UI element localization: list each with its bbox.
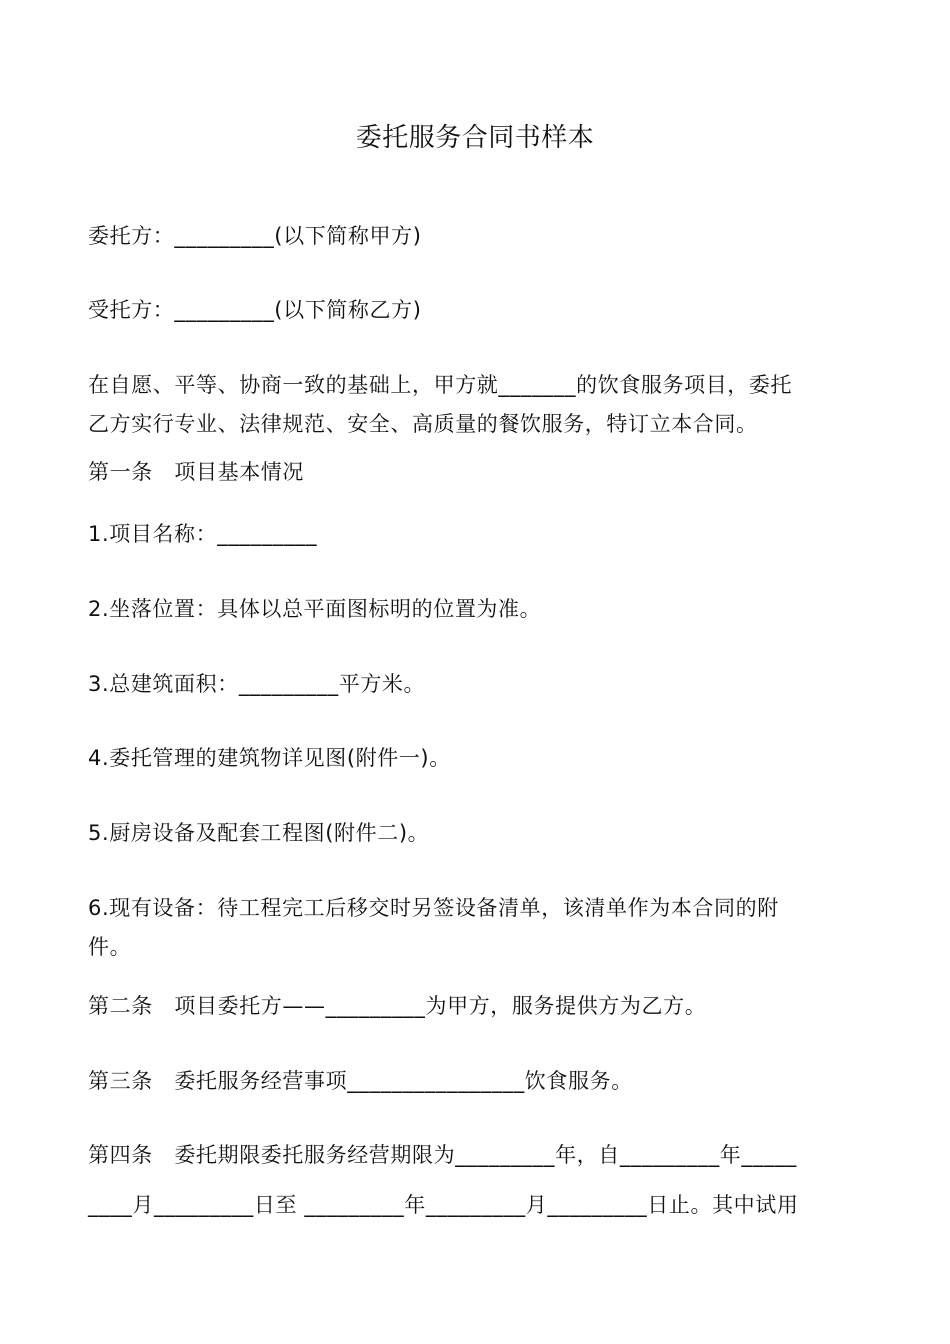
- preamble-line-2: 乙方实行专业、法律规范、安全、高质量的餐饮服务，特订立本合同。: [88, 412, 758, 436]
- item-existing-equipment-line-2: 件。: [88, 935, 132, 959]
- article-1-heading: 第一条 项目基本情况: [88, 460, 304, 484]
- item-project-name: 1.项目名称：_________: [88, 522, 318, 546]
- preamble-line-1: 在自愿、平等、协商一致的基础上，甲方就_______的饮食服务项目，委托: [88, 373, 793, 397]
- item-existing-equipment-line-1: 6.现有设备：待工程完工后移交时另签设备清单，该清单作为本合同的附: [88, 896, 779, 920]
- article-2: 第二条 项目委托方——_________为甲方，服务提供方为乙方。: [88, 994, 707, 1018]
- contractor-party-line: 受托方：_________(以下简称乙方): [88, 298, 422, 322]
- client-party-line: 委托方：_________(以下简称甲方): [88, 224, 422, 248]
- article-4-line-2: ____月_________日至 _________年_________月_________日止。其中试用: [88, 1193, 799, 1217]
- item-total-area: 3.总建筑面积：_________平方米。: [88, 672, 426, 696]
- article-3: 第三条 委托服务经营事项________________饮食服务。: [88, 1069, 633, 1093]
- item-buildings-attachment: 4.委托管理的建筑物详见图(附件一)。: [88, 746, 451, 770]
- item-location: 2.坐落位置：具体以总平面图标明的位置为准。: [88, 597, 542, 621]
- item-kitchen-attachment: 5.厨房设备及配套工程图(附件二)。: [88, 821, 430, 845]
- document-title: 委托服务合同书样本: [355, 123, 595, 153]
- article-4-line-1: 第四条 委托期限委托服务经营期限为_________年，自_________年_____: [88, 1143, 797, 1167]
